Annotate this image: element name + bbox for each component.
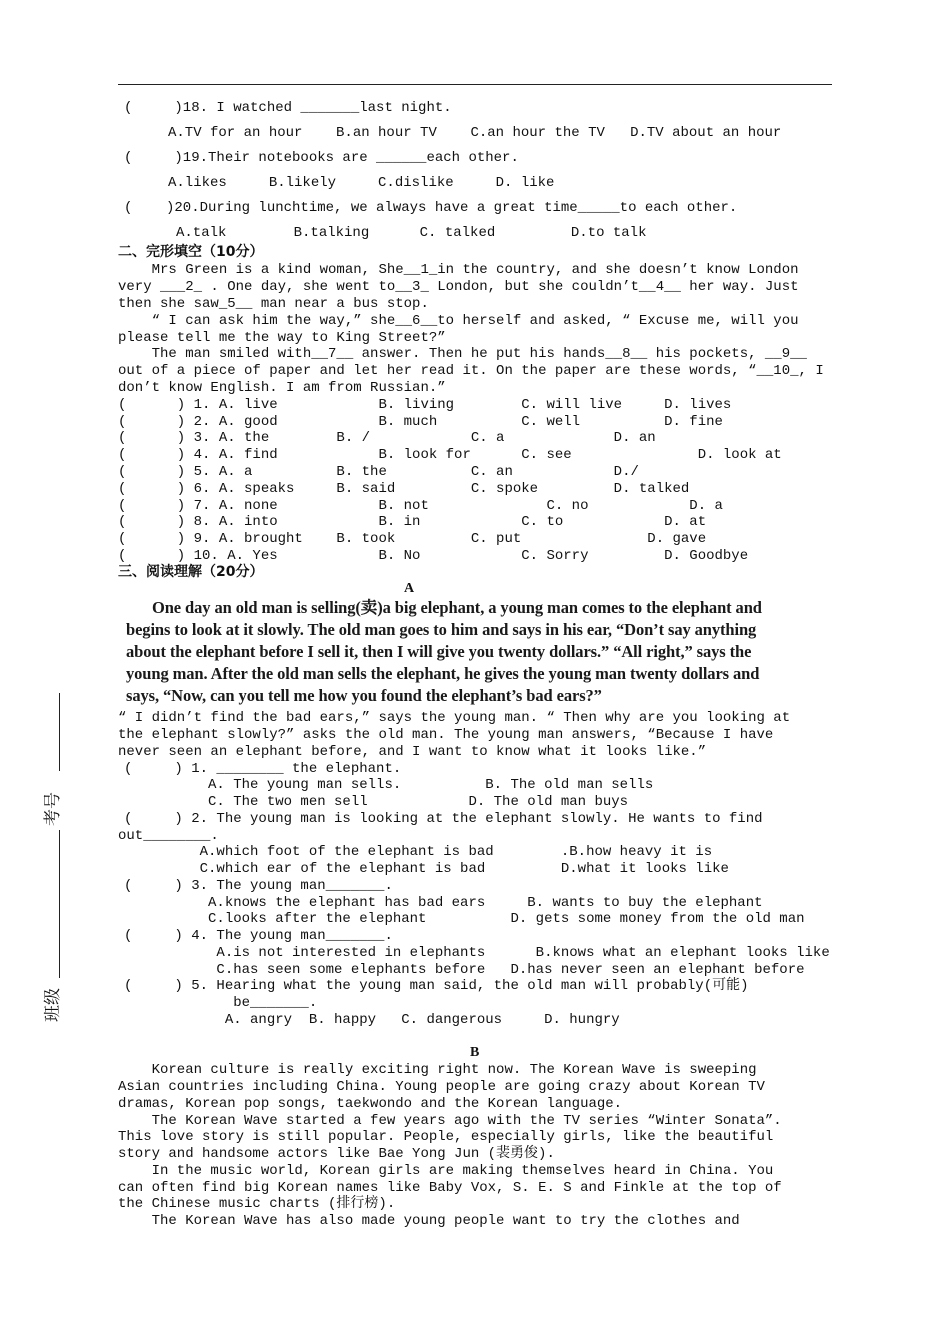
passage-a-line: about the elephant before I sell it, then I will give you twenty dollars.” “All right,” says the: [126, 642, 752, 661]
exam-no-label: 考号: [43, 792, 63, 826]
passage-b-line: can often find big Korean names like Baby Vox, S. E. S and Finkle at the top of: [118, 1180, 782, 1196]
reading-q-line: C. The two men sell D. The old man buys: [124, 794, 629, 810]
reading-q-line: C.which ear of the elephant is bad D.what it looks like: [124, 861, 729, 877]
cloze-line: don’t know English. I am from Russian.”: [118, 380, 446, 396]
passage-b-line: This love story is still popular. People, especially girls, like the beautiful: [118, 1129, 774, 1145]
passage-b-line: story and handsome actors like Bae Yong Jun (裴勇俊).: [118, 1146, 555, 1162]
reading-q-line: A. angry B. happy C. dangerous D. hungry: [124, 1012, 620, 1028]
cloze-line: then she saw_5__ man near a bus stop.: [118, 296, 429, 312]
cloze-item-5: ( ) 5. A. a B. the C. an D./: [118, 464, 639, 480]
q20-stem: ( )20.During lunchtime, we always have a great time_____to each other.: [124, 200, 738, 216]
cloze-line: Mrs Green is a kind woman, She__1_in the country, and she doesn’t know London: [118, 262, 799, 278]
header-rule: [118, 84, 832, 85]
cloze-item-8: ( ) 8. A. into B. in C. to D. at: [118, 514, 707, 530]
cloze-line: out of a piece of paper and let her read it. On the paper are these words, “__10_, I: [118, 363, 824, 379]
passage-b-line: The Korean Wave has also made young people want to try the clothes and: [118, 1213, 740, 1229]
reading-q-line: C.looks after the elephant D. gets some money from the old man: [124, 911, 805, 927]
reading-q-line: ( ) 4. The young man_______.: [124, 928, 393, 944]
q20-options: A.talk B.talking C. talked D.to talk: [176, 225, 647, 241]
reading-heading: 三、阅读理解（20分）: [118, 564, 264, 580]
passage-b-title: B: [470, 1045, 480, 1060]
cloze-line: The man smiled with__7__ answer. Then he put his hands__8__ his pockets, __9__: [118, 346, 807, 362]
passage-a-line: young man. After the old man sells the elephant, he gives the young man twenty dollars and: [126, 664, 760, 683]
passage-b-line: Asian countries including China. Young people are going crazy about Korean TV: [118, 1079, 765, 1095]
cloze-line: very ___2_ . One day, she went to__3_ London, but she couldn’t__4__ her way. Just: [118, 279, 799, 295]
passage-a-title: A: [404, 581, 415, 596]
passage-b-line: In the music world, Korean girls are making themselves heard in China. You: [118, 1163, 774, 1179]
passage-a-line: the elephant slowly?” asks the old man. The young man answers, “Because I have: [118, 727, 774, 743]
reading-q-line: A.knows the elephant has bad ears B. wants to buy the elephant: [124, 895, 763, 911]
q18-stem: ( )18. I watched _______last night.: [124, 100, 452, 116]
reading-q-line: ( ) 3. The young man_______.: [124, 878, 393, 894]
cloze-item-4: ( ) 4. A. find B. look for C. see D. look at: [118, 447, 782, 463]
cloze-item-10: ( ) 10. A. Yes B. No C. Sorry D. Goodbye: [118, 548, 749, 564]
passage-b-line: dramas, Korean pop songs, taekwondo and the Korean language.: [118, 1096, 623, 1112]
q19-options: A.likes B.likely C.dislike D. like: [168, 175, 555, 191]
reading-q-line: be_______.: [124, 995, 318, 1011]
passage-b-line: Korean culture is really exciting right now. The Korean Wave is sweeping: [118, 1062, 757, 1078]
passage-a-line: says, “Now, can you tell me how you found the elephant’s bad ears?”: [126, 686, 602, 705]
passage-a-line: One day an old man is selling(卖)a big elephant, a young man comes to the elephant and: [152, 598, 762, 617]
reading-q-line: A. The young man sells. B. The old man sells: [124, 777, 654, 793]
passage-a-line: begins to look at it slowly. The old man goes to him and says in his ear, “Don’t say anything: [126, 620, 757, 639]
cloze-item-1: ( ) 1. A. live B. living C. will live D. lives: [118, 397, 732, 413]
reading-q-line: ( ) 1. ________ the elephant.: [124, 761, 402, 777]
cloze-item-2: ( ) 2. A. good B. much C. well D. fine: [118, 414, 723, 430]
class-blank-line: [59, 830, 60, 978]
q18-options: A.TV for an hour B.an hour TV C.an hour the TV D.TV about an hour: [168, 125, 782, 141]
q19-stem: ( )19.Their notebooks are ______each other.: [124, 150, 519, 166]
reading-q-line: ( ) 2. The young man is looking at the elephant slowly. He wants to find: [124, 811, 763, 827]
cloze-heading: 二、完形填空（10分）: [118, 244, 264, 260]
reading-q-line: A.is not interested in elephants B.knows what an elephant looks like: [124, 945, 830, 961]
cloze-line: please tell me the way to King Street?”: [118, 330, 446, 346]
passage-b-line: The Korean Wave started a few years ago with the TV series “Winter Sonata”.: [118, 1113, 782, 1129]
class-label: 班级: [43, 988, 63, 1022]
exam-no-blank-line: [59, 693, 60, 771]
cloze-line: “ I can ask him the way,” she__6__to herself and asked, “ Excuse me, will you: [118, 313, 799, 329]
passage-a-line: “ I didn’t find the bad ears,” says the young man. “ Then why are you looking at: [118, 710, 791, 726]
cloze-item-9: ( ) 9. A. brought B. took C. put D. gave: [118, 531, 707, 547]
cloze-item-6: ( ) 6. A. speaks B. said C. spoke D. talked: [118, 481, 690, 497]
cloze-item-3: ( ) 3. A. the B. / C. a D. an: [118, 430, 656, 446]
reading-q-line: out________.: [118, 828, 219, 844]
reading-q-line: C.has seen some elephants before D.has never seen an elephant before: [124, 962, 805, 978]
reading-q-line: A.which foot of the elephant is bad .B.how heavy it is: [124, 844, 713, 860]
passage-a-line: never seen an elephant before, and I want to know what it looks like.”: [118, 744, 707, 760]
reading-q-line: ( ) 5. Hearing what the young man said, the old man will probably(可能): [124, 978, 749, 994]
passage-b-line: the Chinese music charts (排行榜).: [118, 1196, 396, 1212]
cloze-item-7: ( ) 7. A. none B. not C. no D. a: [118, 498, 723, 514]
